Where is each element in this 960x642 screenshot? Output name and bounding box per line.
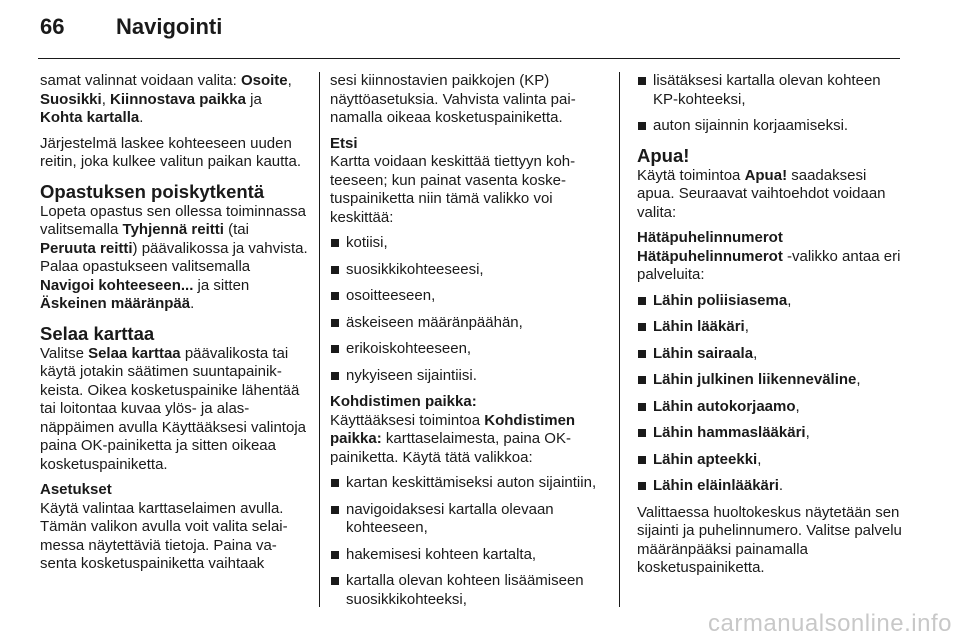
text: samat valinnat voidaan valita: bbox=[40, 72, 241, 89]
column-2 bbox=[330, 72, 602, 617]
bullet-icon bbox=[638, 323, 646, 331]
text: , bbox=[101, 90, 111, 108]
bullet-icon bbox=[638, 403, 646, 411]
paragraph-selaa bbox=[40, 345, 308, 475]
heading-selaa-karttaa: Selaa karttaa bbox=[40, 322, 155, 344]
text: Käyttääksesi toimintoa bbox=[330, 411, 485, 429]
bullet-icon bbox=[331, 266, 339, 274]
heading-apua: Apua! bbox=[637, 144, 690, 166]
page-header bbox=[0, 0, 960, 62]
paragraph-kp-settings: sesi kiinnostavien paikkojen (KP) näyttöasetuksia. Vahvista valinta painamalla oikeaa kosketuspainiketta. bbox=[330, 72, 576, 126]
heading-hatapuhelinnumerot: Hätäpuhelinnumerot bbox=[637, 229, 783, 246]
list-item bbox=[330, 572, 602, 609]
list-item bbox=[330, 234, 602, 253]
service-name: Lähin sairaala bbox=[653, 344, 754, 362]
term-apua: Apua! bbox=[744, 166, 788, 184]
service-name: Lähin julkinen liikenneväline bbox=[653, 371, 857, 388]
header-rule bbox=[38, 58, 900, 59]
text: . bbox=[190, 295, 195, 312]
text: , bbox=[753, 344, 758, 362]
paragraph-route-options bbox=[40, 72, 308, 128]
service-name: Lähin eläinlääkäri bbox=[653, 477, 779, 494]
list-kohdistin bbox=[330, 474, 602, 609]
paragraph-etsi: Kartta voidaan keskittää tiettyyn kohteeseen; kun painat vasenta kosketuspainiketta niin tämä valikko voi keskittää: bbox=[330, 153, 576, 226]
bullet-icon bbox=[638, 376, 646, 384]
list-item-text: kartalla olevan kohteen lisäämiseen suosikkikohteeksi, bbox=[346, 572, 584, 608]
paragraph-asetukset: Käytä valintaa karttaselaimen avulla. Tämän valikon avulla voit valita selaimessa näytettäviä tietoja. Paina vasenta kosketuspainiketta vaihtaak bbox=[40, 499, 288, 572]
heading-kohdistimen-paikka: Kohdistimen paikka: bbox=[330, 393, 477, 410]
text: (tai bbox=[223, 221, 249, 238]
service-name: Lähin autokorjaamo bbox=[653, 397, 796, 415]
text: saadaksesi apua. Seuraavat vaihtoehdot voidaan valita: bbox=[637, 166, 886, 221]
paragraph-huoltokeskus: Valittaessa huoltokeskus näytetään sen sijainti ja puhelinnumero. Valitse palvelu määränpääksi painamalla kosketuspainiketta. bbox=[637, 503, 902, 576]
bullet-icon bbox=[331, 551, 339, 559]
list-item bbox=[330, 261, 602, 280]
bullet-icon bbox=[638, 350, 646, 358]
text: -valikko antaa eri palveluita: bbox=[637, 247, 901, 283]
list-item bbox=[330, 340, 602, 359]
list-item bbox=[637, 318, 905, 337]
list-item bbox=[330, 367, 602, 386]
list-item bbox=[330, 287, 602, 306]
list-item-text: suosikkikohteeseesi, bbox=[346, 260, 484, 278]
heading-asetukset: Asetukset bbox=[40, 481, 112, 498]
paragraph-opastus bbox=[40, 203, 308, 314]
text: päävalikosta tai käytä jotakin säätimen suuntapainikkeista. Oikea kosketuspainike lähentää tai loitontaa kuvaa ylös- ja alasnäppäimen avulla Käyttääksesi valintoja paina OK-painiketta ja sitten oikeaa kosketuspainiketta. bbox=[40, 344, 306, 473]
list-item bbox=[637, 292, 905, 311]
paragraph-apua bbox=[637, 167, 905, 223]
page-title: Navigointi bbox=[116, 14, 223, 39]
text: karttaselaimesta, paina OK-painiketta. Käytä tätä valikkoa: bbox=[330, 430, 571, 466]
bullet-icon bbox=[331, 292, 339, 300]
list-item bbox=[637, 451, 905, 470]
bullet-icon bbox=[331, 577, 339, 585]
paragraph-recalc: Järjestelmä laskee kohteeseen uuden reitin, joka kulkee valitun paikan kautta. bbox=[40, 134, 301, 170]
term-kiinnostava-paikka: Kiinnostava paikka bbox=[110, 90, 246, 108]
text: . bbox=[778, 477, 784, 494]
heading-etsi: Etsi bbox=[330, 134, 358, 152]
list-item-text: navigoidaksesi kartalla olevaan kohteeseen, bbox=[346, 500, 554, 536]
text: ) päävalikossa ja vahvista. Palaa opastukseen valitsemalla bbox=[40, 239, 308, 275]
bullet-icon bbox=[331, 319, 339, 327]
text: Käytä toimintoa bbox=[637, 166, 745, 184]
term-kohdistimen-paikka: Kohdistimen paikka: bbox=[330, 411, 576, 447]
service-name: Lähin hammaslääkäri bbox=[653, 424, 806, 441]
list-item bbox=[637, 477, 905, 496]
list-item-text: erikoiskohteeseen, bbox=[346, 340, 472, 357]
list-services bbox=[637, 292, 905, 496]
text: , bbox=[287, 72, 292, 89]
term-suosikki: Suosikki bbox=[40, 90, 102, 108]
term-selaa-karttaa: Selaa karttaa bbox=[88, 344, 181, 362]
list-item-text: kotiisi, bbox=[346, 234, 388, 251]
list-item bbox=[637, 424, 905, 443]
list-item bbox=[330, 314, 602, 333]
text: Lopeta opastus sen ollessa toiminnassa valitsemalla bbox=[40, 202, 307, 238]
bullet-icon bbox=[331, 479, 339, 487]
term-hatapuhelinnumerot: Hätäpuhelinnumerot bbox=[637, 247, 783, 265]
bullet-icon bbox=[638, 482, 646, 490]
text: , bbox=[856, 371, 861, 388]
paragraph-hata bbox=[637, 248, 905, 285]
list-etsi bbox=[330, 234, 602, 385]
term-osoite: Osoite bbox=[240, 72, 288, 89]
bullet-icon bbox=[638, 297, 646, 305]
watermark: carmanualsonline.info bbox=[708, 610, 952, 637]
column-divider-2 bbox=[619, 72, 620, 607]
list-item bbox=[637, 371, 905, 390]
list-item-text: lisätäksesi kartalla olevan kohteen KP-kohteeksi, bbox=[653, 72, 881, 108]
column-1 bbox=[40, 72, 308, 581]
text: , bbox=[795, 397, 800, 415]
column-3 bbox=[637, 72, 905, 585]
bullet-icon bbox=[331, 506, 339, 514]
list-item bbox=[330, 474, 602, 493]
list-kohdistin-cont bbox=[637, 72, 905, 136]
term-navigoi-kohteeseen: Navigoi kohteeseen... bbox=[40, 276, 194, 294]
text: . bbox=[139, 109, 144, 126]
list-item bbox=[637, 72, 905, 109]
text: , bbox=[744, 318, 749, 335]
bullet-icon bbox=[638, 429, 646, 437]
text: Valitse bbox=[40, 344, 89, 362]
bullet-icon bbox=[331, 239, 339, 247]
list-item bbox=[637, 345, 905, 364]
bullet-icon bbox=[331, 345, 339, 353]
list-item bbox=[330, 501, 602, 538]
term-kohta-kartalla: Kohta kartalla bbox=[40, 109, 140, 126]
list-item bbox=[637, 117, 905, 136]
service-name: Lähin lääkäri bbox=[653, 318, 745, 335]
list-item bbox=[330, 546, 602, 565]
service-name: Lähin apteekki bbox=[653, 450, 758, 468]
bullet-icon bbox=[638, 122, 646, 130]
text: ja sitten bbox=[193, 276, 250, 294]
paragraph-kohdistin bbox=[330, 412, 602, 468]
text: , bbox=[787, 291, 792, 309]
page-number: 66 bbox=[40, 14, 65, 39]
list-item-text: osoitteeseen, bbox=[346, 287, 436, 304]
text: , bbox=[805, 424, 810, 441]
text: , bbox=[757, 450, 762, 468]
service-name: Lähin poliisiasema bbox=[653, 291, 788, 309]
term-tyhjenna-reitti: Tyhjennä reitti bbox=[122, 221, 224, 238]
column-divider-1 bbox=[319, 72, 320, 607]
list-item bbox=[637, 398, 905, 417]
list-item-text: nykyiseen sijaintiisi. bbox=[346, 366, 477, 384]
bullet-icon bbox=[638, 456, 646, 464]
term-peruuta-reitti: Peruuta reitti bbox=[40, 239, 133, 257]
list-item-text: äskeiseen määränpäähän, bbox=[346, 313, 523, 331]
bullet-icon bbox=[331, 372, 339, 380]
text: ja bbox=[245, 90, 262, 108]
list-item-text: auton sijainnin korjaamiseksi. bbox=[653, 117, 849, 134]
heading-opastuksen-poiskytkenta: Opastuksen poiskytkentä bbox=[40, 180, 265, 202]
bullet-icon bbox=[638, 77, 646, 85]
list-item-text: kartan keskittämiseksi auton sijaintiin, bbox=[346, 474, 597, 491]
term-askeinen-maaranpaa: Äskeinen määränpää bbox=[40, 295, 191, 312]
list-item-text: hakemisesi kohteen kartalta, bbox=[346, 545, 537, 563]
